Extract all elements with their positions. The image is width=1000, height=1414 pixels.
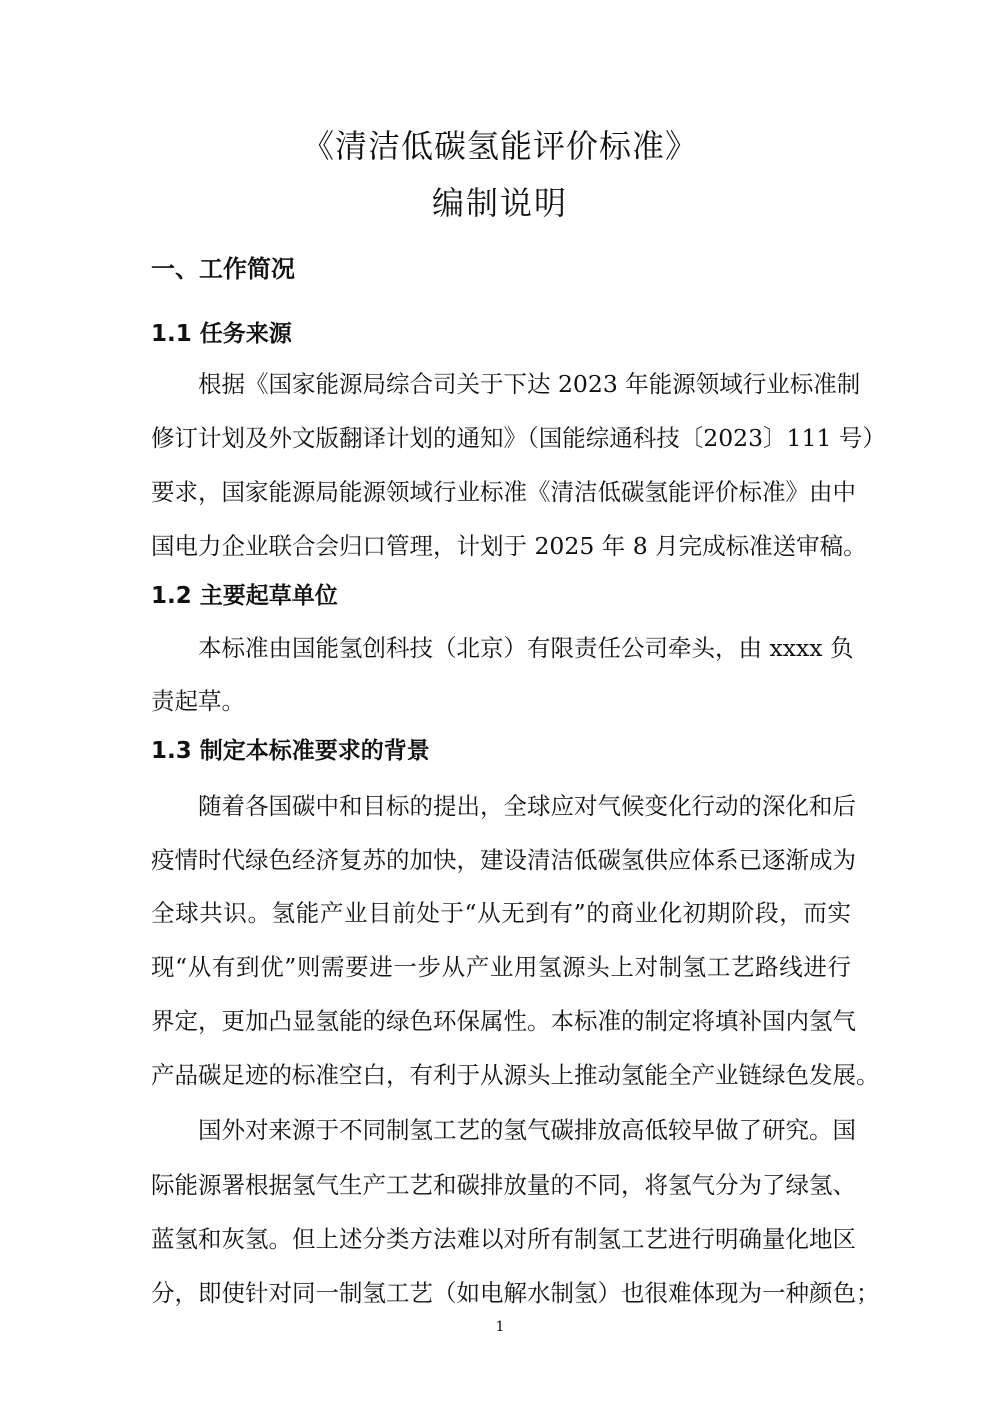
paragraph-line: 国电力企业联合会归口管理，计划于 2025 年 8 月完成标准送审稿。 (151, 532, 867, 560)
subsection-heading: 1.2 主要起草单位 (151, 583, 338, 609)
paragraph-line: 疫情时代绿色经济复苏的加快，建设清洁低碳氢供应体系已逐渐成为 (151, 846, 856, 874)
paragraph-line: 现“从有到优”则需要进一步从产业用氢源头上对制氢工艺路线进行 (151, 953, 851, 981)
paragraph-line: 修订计划及外文版翻译计划的通知》（国能综通科技〔2023〕111 号） (151, 424, 886, 452)
paragraph-line: 随着各国碳中和目标的提出，全球应对气候变化行动的深化和后 (198, 792, 856, 820)
page-number: 1 (495, 1319, 505, 1335)
paragraph-line: 分，即使针对同一制氢工艺（如电解水制氢）也很难体现为一种颜色； (151, 1279, 880, 1307)
paragraph-line: 全球共识。氢能产业目前处于“从无到有”的商业化初期阶段，而实 (151, 899, 851, 927)
subsection-heading: 1.3 制定本标准要求的背景 (151, 738, 430, 764)
paragraph-line: 蓝氢和灰氢。但上述分类方法难以对所有制氢工艺进行明确量化地区 (151, 1225, 856, 1253)
paragraph-line: 本标准由国能氢创科技（北京）有限责任公司牵头，由 xxxx 负 (198, 634, 854, 662)
paragraph-line: 界定，更加凸显氢能的绿色环保属性。本标准的制定将填补国内氢气 (151, 1007, 856, 1035)
paragraph-line: 根据《国家能源局综合司关于下达 2023 年能源领域行业标准制 (198, 370, 861, 398)
paragraph-line: 产品碳足迹的标准空白，有利于从源头上推动氢能全产业链绿色发展。 (151, 1061, 880, 1089)
paragraph-line: 责起草。 (151, 687, 245, 715)
section-heading: 一、工作简况 (151, 255, 295, 283)
document-title: 《清洁低碳氢能评价标准》 (301, 127, 698, 165)
document-subtitle: 编制说明 (431, 184, 568, 222)
subsection-heading: 1.1 任务来源 (151, 321, 292, 347)
paragraph-line: 要求，国家能源局能源领域行业标准《清洁低碳氢能评价标准》由中 (151, 478, 856, 506)
paragraph-line: 国外对来源于不同制氢工艺的氢气碳排放高低较早做了研究。国 (198, 1116, 856, 1144)
paragraph-line: 际能源署根据氢气生产工艺和碳排放量的不同，将氢气分为了绿氢、 (151, 1171, 856, 1199)
